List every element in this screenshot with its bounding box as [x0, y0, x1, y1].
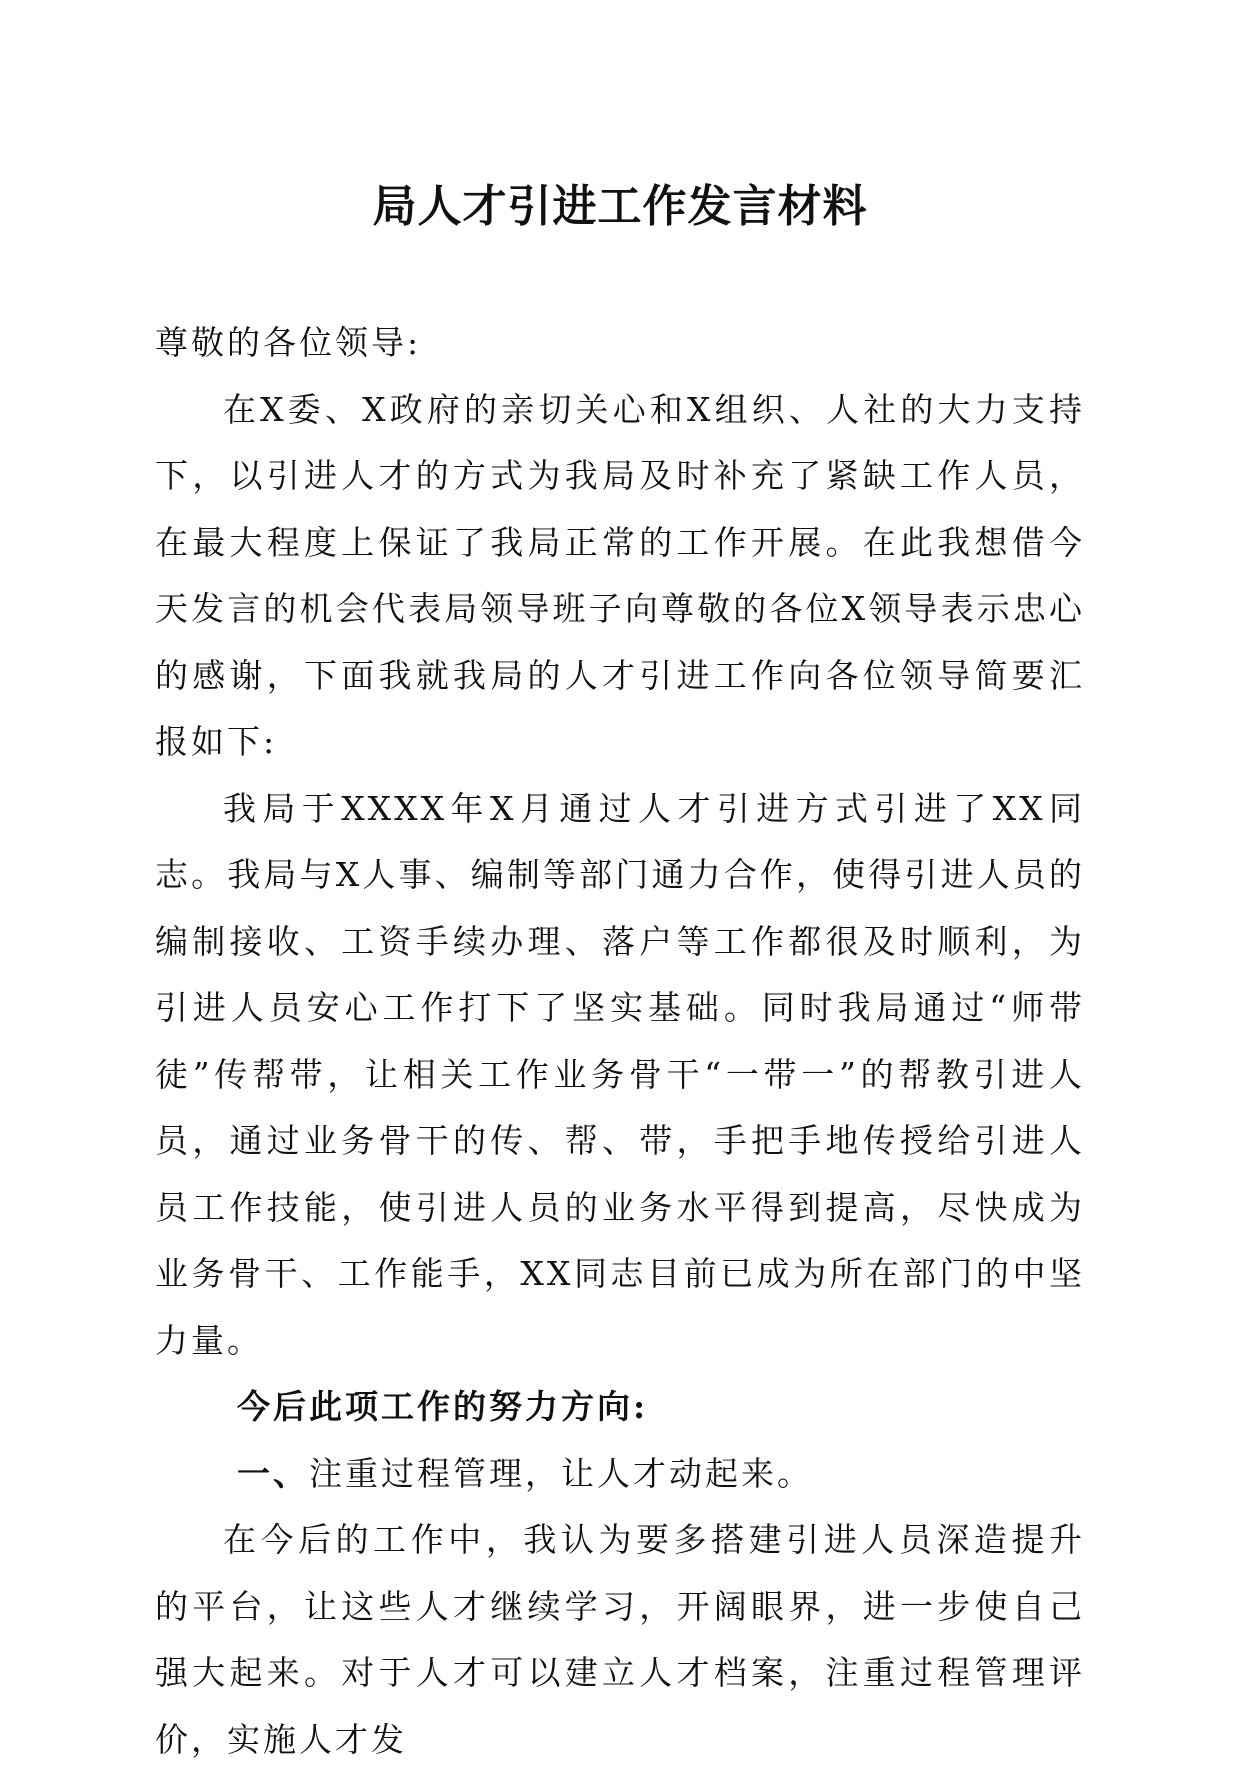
document-title: 局人才引进工作发言材料 — [372, 181, 868, 232]
document-body — [155, 310, 1085, 1773]
section-heading: 今后此项工作的努力方向: — [237, 1387, 649, 1426]
paragraph-progress: 我局于XXXX年X月通过人才引进方式引进了XX同志。我局与X人事、编制等部门通力合作，使得引进人员的编制接收、工资手续办理、落户等工作都很及时顺利，为引进人员安心工作打下了坚实基础。同时我局通过“师带徒”传帮带，让相关工作业务骨干“一带一”的帮教引进人员，通过业务骨干的传、帮、带，手把手地传授给引进人员工作技能，使引进人员的业务水平得到提高，尽快成为业务骨干、工作能手，XX同志目前已成为所在部门的中坚力量。 — [155, 788, 1085, 1360]
paragraph-intro: 在X委、X政府的亲切关心和X组织、人社的大力支持下，以引进人才的方式为我局及时补充了紧缺工作人员，在最大程度上保证了我局正常的工作开展。在此我想借今天发言的机会代表局领导班子向尊敬的各位X领导表示忠心的感谢，下面我就我局的人才引进工作向各位领导简要汇报如下: — [155, 389, 1085, 761]
subsection-number: 一、 — [237, 1453, 309, 1493]
paragraph-future-work: 在今后的工作中，我认为要多搭建引进人员深造提升的平台，让这些人才继续学习，开阔眼界，进一步使自己强大起来。对于人才可以建立人才档案，注重过程管理评价，实施人才发 — [155, 1520, 1085, 1759]
subsection-text: 注重过程管理，让人才动起来。 — [309, 1453, 813, 1493]
salutation: 尊敬的各位领导: — [155, 323, 422, 362]
subsection-heading — [155, 1441, 1085, 1508]
